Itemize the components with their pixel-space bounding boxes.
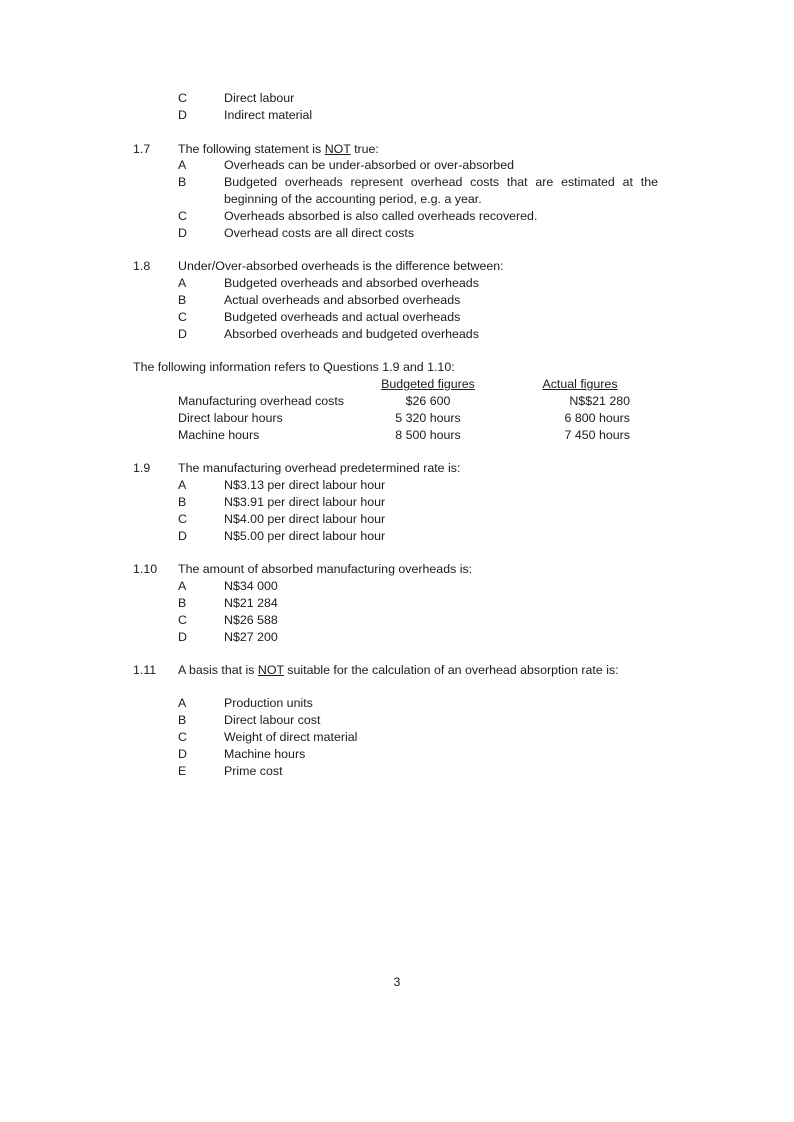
option-text: Actual overheads and absorbed overheads: [224, 293, 461, 307]
actual-header: Actual figures: [542, 377, 618, 391]
option-text: Overhead costs are all direct costs: [224, 226, 415, 240]
table-cell-actual: N$$21 280: [569, 394, 630, 408]
option-text: Weight of direct material: [224, 730, 358, 744]
option-letter: C: [178, 209, 187, 223]
option-text: Direct labour cost: [224, 713, 321, 727]
option-letter: D: [178, 630, 187, 644]
table-row-label: Direct labour hours: [178, 411, 283, 425]
table-row-label: Manufacturing overhead costs: [178, 394, 344, 408]
option-letter: B: [178, 293, 187, 307]
table-cell-budgeted: 8 500 hours: [395, 428, 461, 442]
stem-emphasis: NOT: [257, 663, 284, 677]
table-cell-budgeted: 5 320 hours: [395, 411, 461, 425]
option-letter: C: [178, 730, 187, 744]
stem-emphasis: NOT: [324, 142, 351, 156]
budgeted-header: Budgeted figures: [381, 377, 475, 391]
question-number: 1.11: [133, 663, 157, 677]
option-text: N$21 284: [224, 596, 278, 610]
option-text: N$34 000: [224, 579, 278, 593]
option-letter: B: [178, 713, 187, 727]
option-letter: D: [178, 226, 187, 240]
question-stem: [178, 662, 619, 678]
table-cell-budgeted: $26 600: [405, 394, 451, 408]
option-letter: D: [178, 747, 187, 761]
option-letter: A: [178, 276, 187, 290]
option-text: Direct labour: [224, 91, 295, 105]
option-text: N$26 588: [224, 613, 278, 627]
question-stem: Under/Over-absorbed overheads is the difference between:: [178, 259, 504, 273]
stem-part: suitable for the calculation of an overhead absorption rate is:: [283, 663, 619, 677]
option-text: Budgeted overheads represent overhead costs that are estimated at the: [224, 175, 658, 189]
option-text: Overheads absorbed is also called overheads recovered.: [224, 209, 538, 223]
option-text: Budgeted overheads and actual overheads: [224, 310, 461, 324]
option-text: Production units: [224, 696, 313, 710]
question-number: 1.10: [133, 562, 158, 576]
option-text: N$3.91 per direct labour hour: [224, 495, 386, 509]
option-text: Overheads can be under-absorbed or over-absorbed: [224, 158, 514, 172]
option-letter: D: [178, 108, 187, 122]
option-letter: C: [178, 91, 187, 105]
option-text: N$3.13 per direct labour hour: [224, 478, 386, 492]
table-row-label: Machine hours: [178, 428, 260, 442]
option-letter: D: [178, 327, 187, 341]
option-letter: E: [178, 764, 187, 778]
option-letter: B: [178, 495, 187, 509]
option-letter: A: [178, 579, 187, 593]
page-number: 3: [393, 975, 401, 989]
option-text: Absorbed overheads and budgeted overheads: [224, 327, 479, 341]
option-text: N$27 200: [224, 630, 278, 644]
option-letter: A: [178, 158, 187, 172]
question-number: 1.8: [133, 259, 151, 273]
question-number: 1.9: [133, 461, 151, 475]
stem-part: A basis that is: [178, 663, 258, 677]
option-text: Indirect material: [224, 108, 313, 122]
question-stem: The manufacturing overhead predetermined rate is:: [178, 461, 461, 475]
option-text: N$4.00 per direct labour hour: [224, 512, 386, 526]
table-cell-actual: 7 450 hours: [564, 428, 630, 442]
option-text: Budgeted overheads and absorbed overheads: [224, 276, 479, 290]
question-stem: The amount of absorbed manufacturing overheads is:: [178, 562, 473, 576]
option-letter: B: [178, 175, 187, 189]
option-letter: C: [178, 512, 187, 526]
option-letter: A: [178, 478, 187, 492]
option-letter: C: [178, 613, 187, 627]
option-letter: C: [178, 310, 187, 324]
option-letter: A: [178, 696, 187, 710]
stem-part: true:: [350, 142, 379, 156]
table-cell-actual: 6 800 hours: [564, 411, 630, 425]
option-text-continued: beginning of the accounting period, e.g. a year.: [224, 192, 482, 206]
info-intro: The following information refers to Questions 1.9 and 1.10:: [133, 360, 455, 374]
option-text: Prime cost: [224, 764, 283, 778]
option-letter: B: [178, 596, 187, 610]
option-letter: D: [178, 529, 187, 543]
stem-part: The following statement is: [178, 142, 325, 156]
option-text: N$5.00 per direct labour hour: [224, 529, 386, 543]
question-number: 1.7: [133, 142, 151, 156]
option-text: Machine hours: [224, 747, 306, 761]
question-stem: [178, 141, 379, 157]
